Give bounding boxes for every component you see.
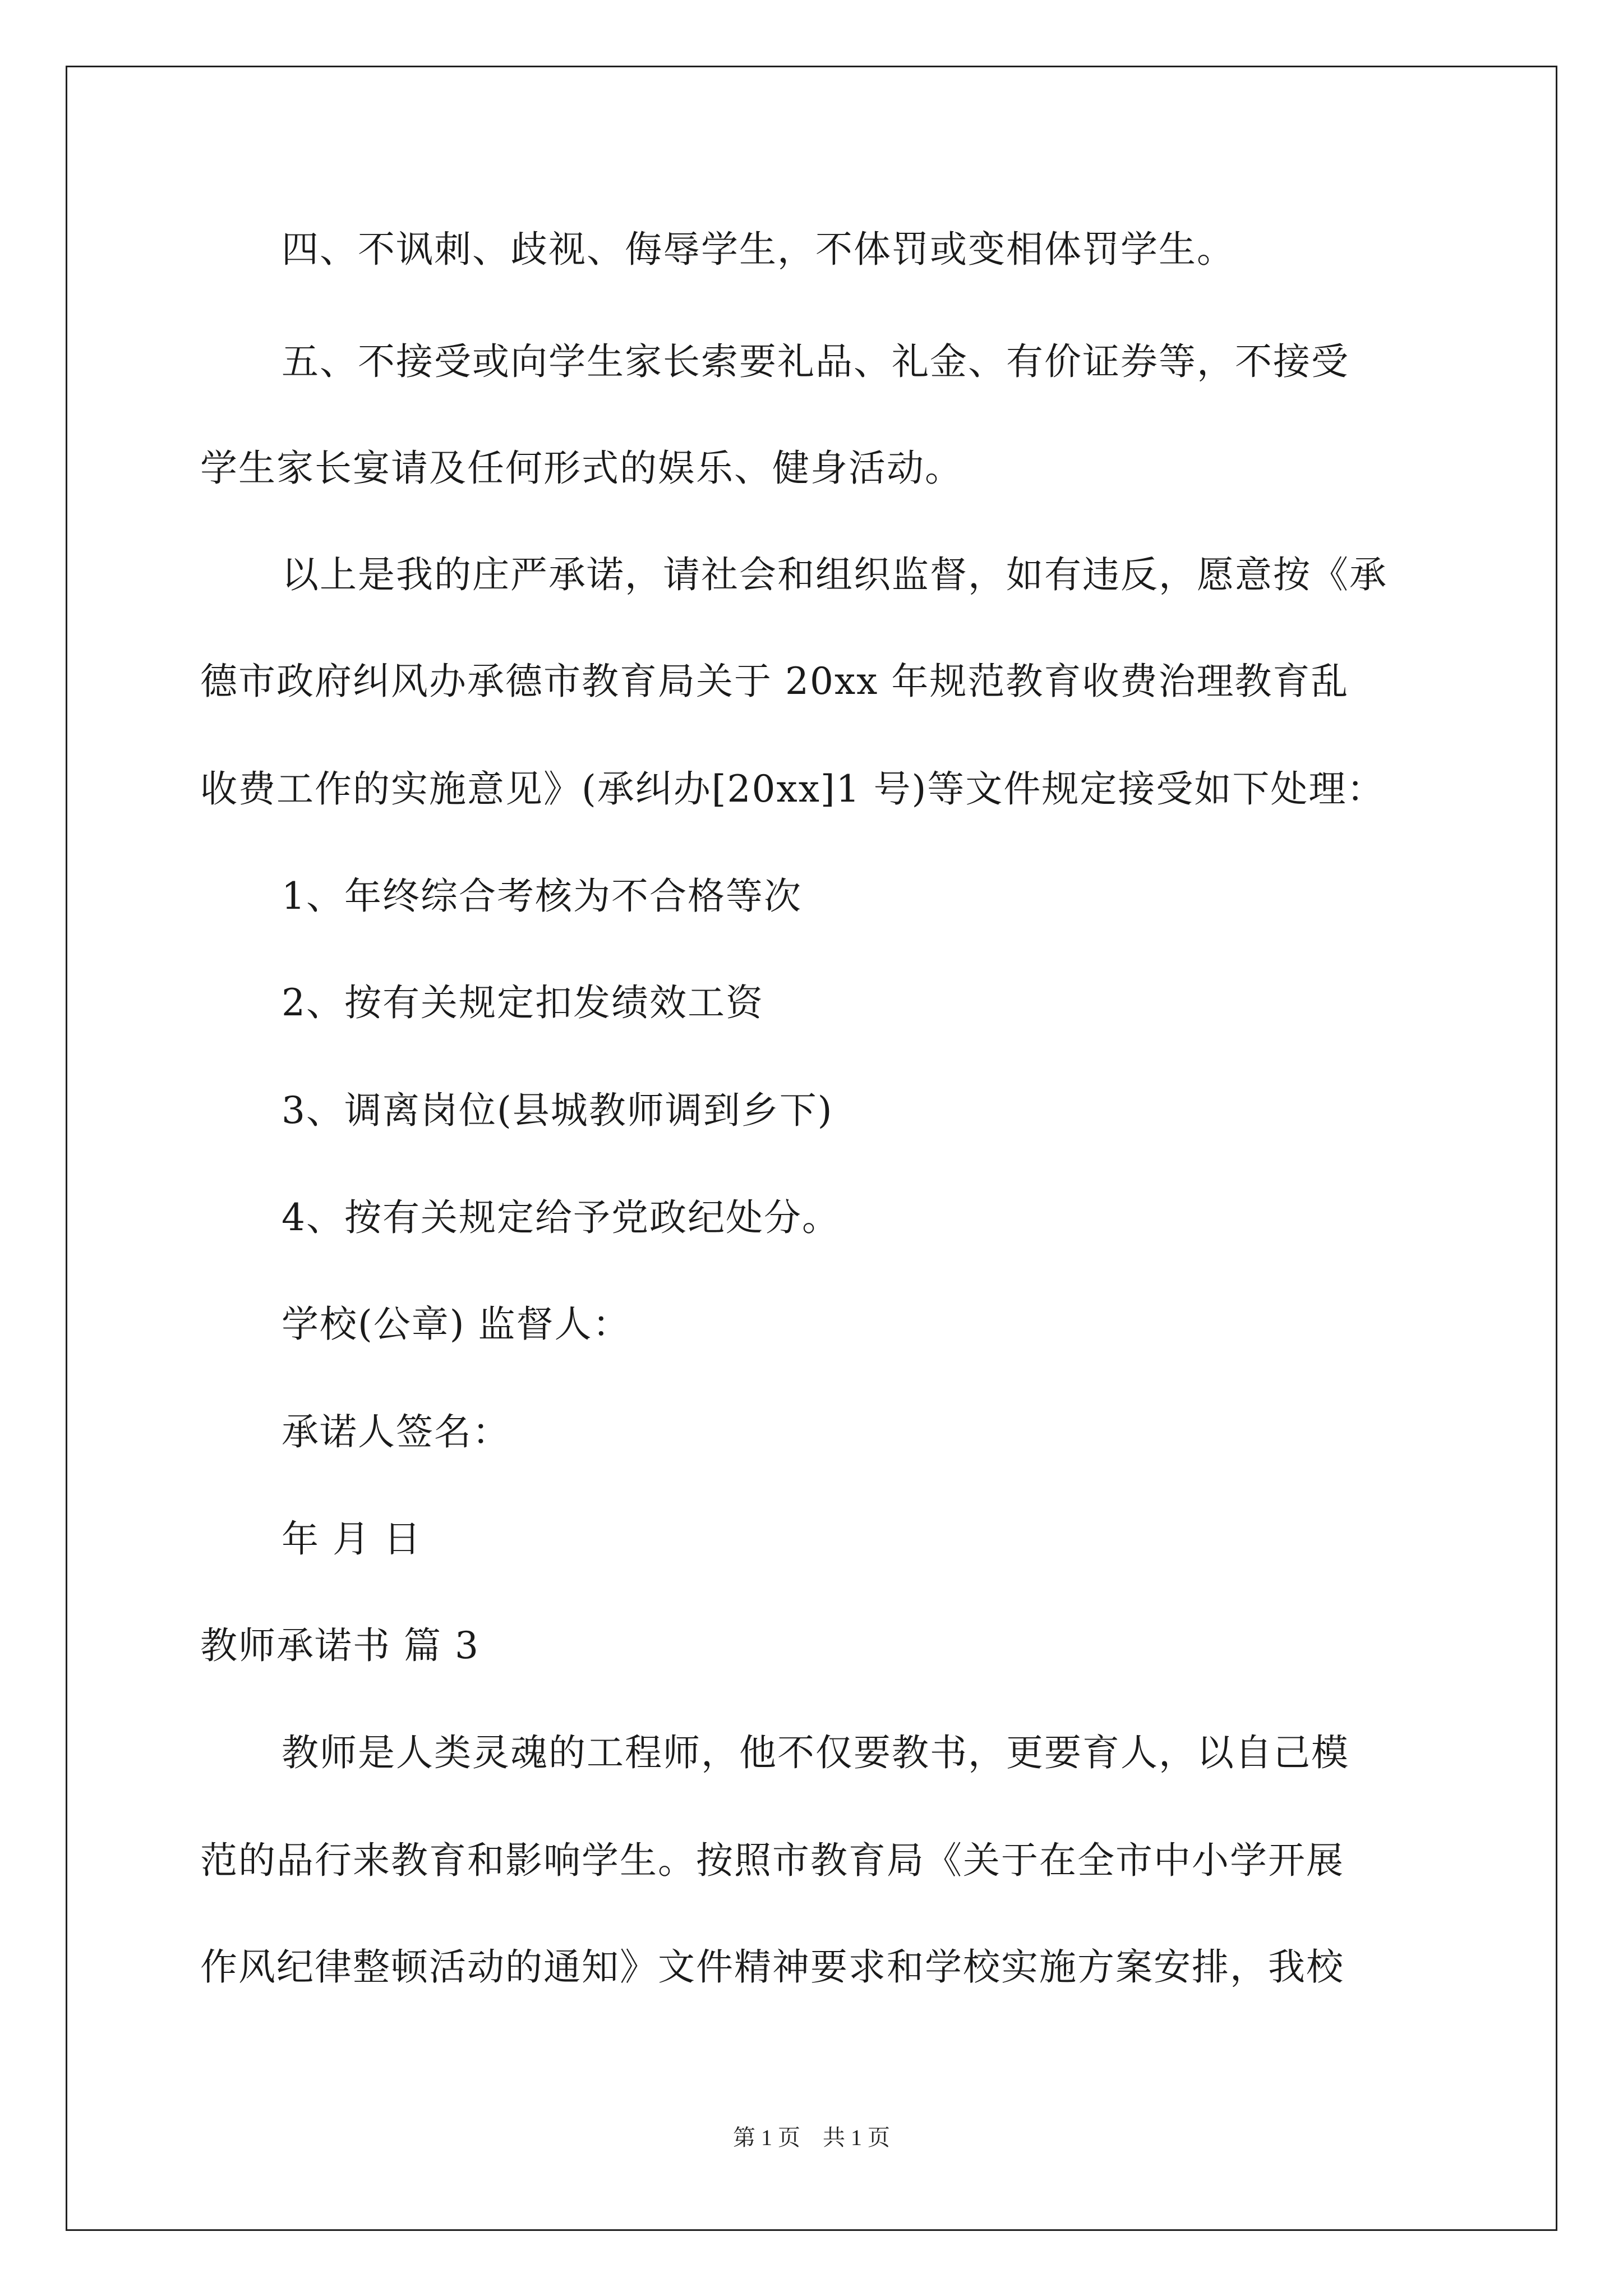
signature-promisor-line: 承诺人签名： [282,1410,510,1453]
page-footer: 第 1 页 共 1 页 [733,2125,890,2150]
signature-school-line: 学校(公章) 监督人： [282,1303,631,1346]
paragraph-line: 四、不讽刺、歧视、侮辱学生，不体罚或变相体罚学生。 [282,228,1235,271]
list-item: 3、调离岗位(县城教师调到乡下) [282,1089,833,1132]
list-item: 2、按有关规定扣发绩效工资 [282,981,764,1024]
paragraph-line: 范的品行来教育和影响学生。按照市教育局《关于在全市中小学开展 [200,1839,1344,1882]
paragraph-line: 作风纪律整顿活动的通知》文件精神要求和学校实施方案安排，我校 [200,1945,1344,1989]
paragraph-line: 收费工作的实施意见》(承纠办[20xx]1 号)等文件规定接受如下处理： [200,767,1385,811]
paragraph-line: 以上是我的庄严承诺，请社会和组织监督，如有违反，愿意按《承 [282,553,1387,596]
paragraph-line: 教师是人类灵魂的工程师，他不仅要教书，更要育人，以自己模 [282,1731,1349,1774]
page-border [66,66,1557,2231]
paragraph-line: 德市政府纠风办承德市教育局关于 20xx 年规范教育收费治理教育乱 [200,660,1349,703]
section-heading: 教师承诺书 篇 3 [200,1624,479,1667]
list-item: 4、按有关规定给予党政纪处分。 [282,1196,840,1239]
paragraph-line: 学生家长宴请及任何形式的娱乐、健身活动。 [200,447,963,490]
date-line: 年 月 日 [282,1517,422,1561]
paragraph-line: 五、不接受或向学生家长索要礼品、礼金、有价证券等，不接受 [282,340,1349,383]
list-item: 1、年终综合考核为不合格等次 [282,875,802,918]
